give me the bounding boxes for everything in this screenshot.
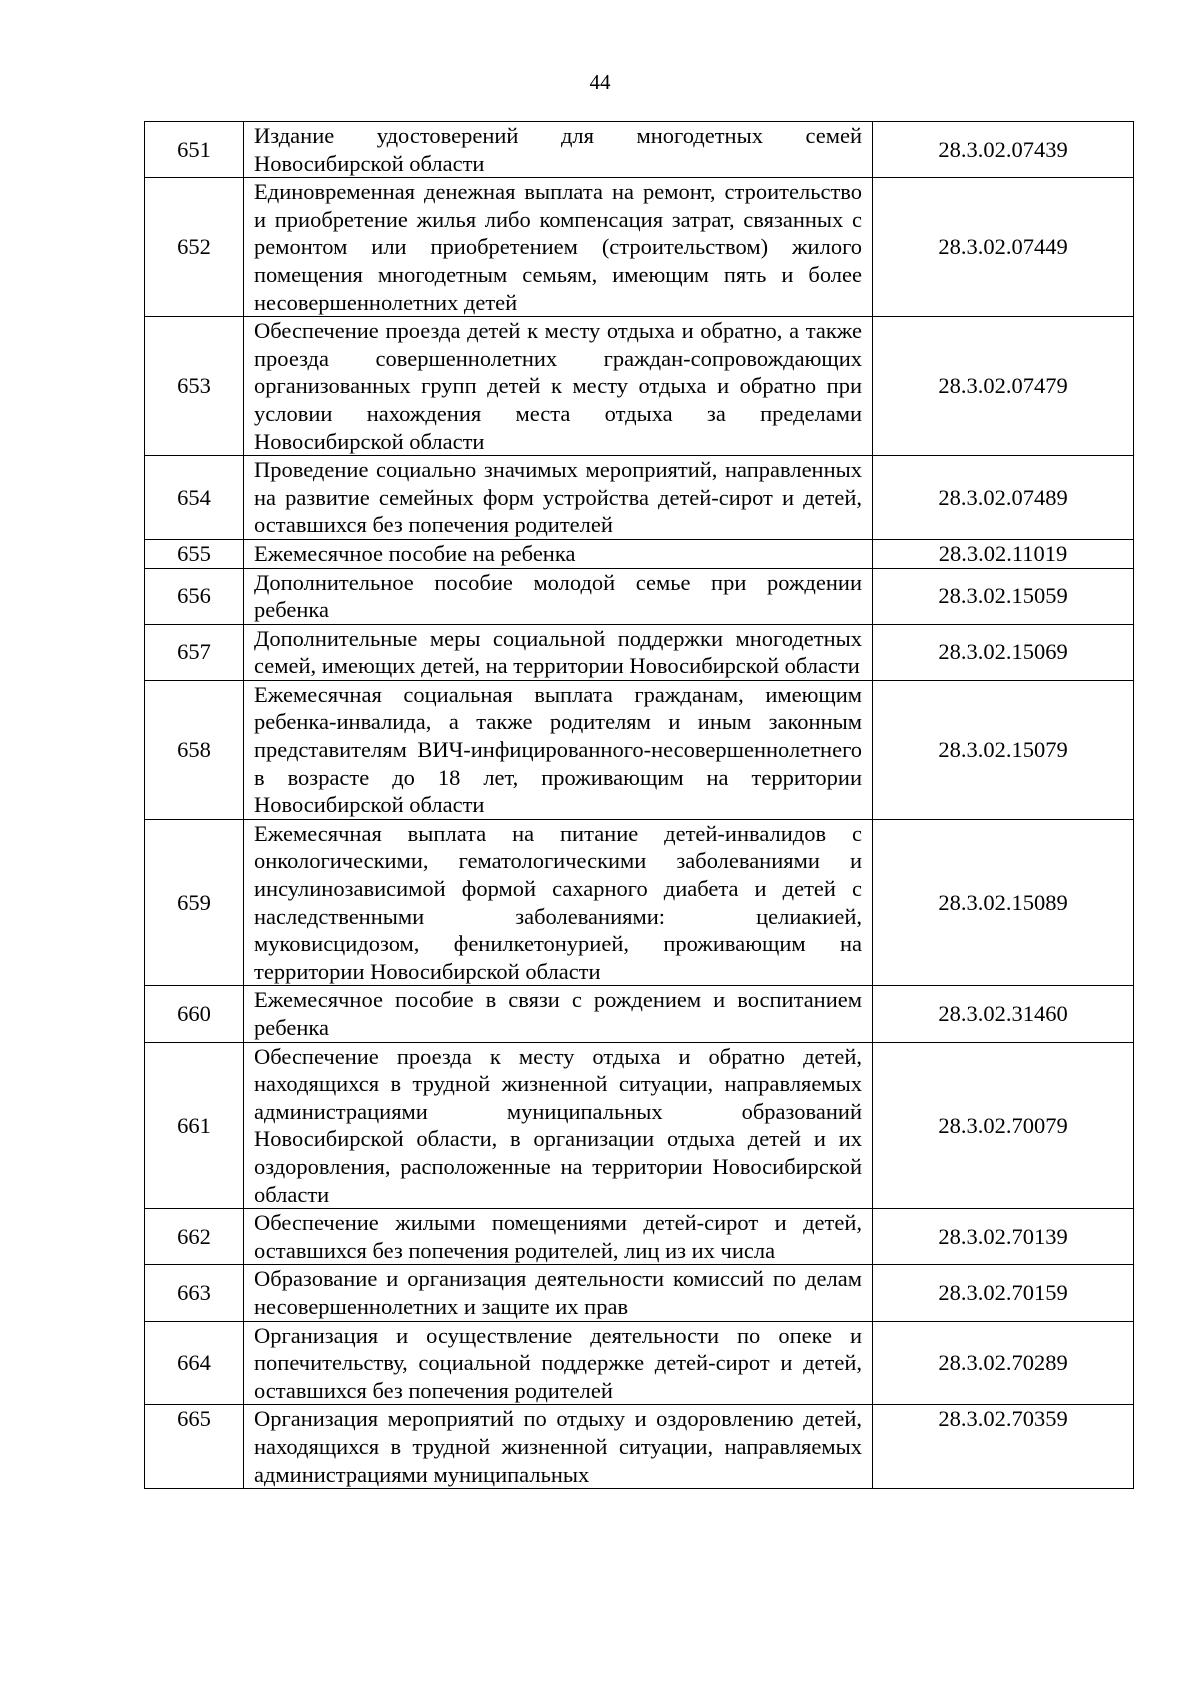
row-description: Издание удостоверений для многодетных семей Новосибирской области [244,122,873,178]
row-number: 651 [145,122,244,178]
row-code: 28.3.02.70359 [873,1405,1134,1489]
row-description: Обеспечение проезда к месту отдыха и обратно детей, находящихся в трудной жизненной ситуации, направляемых администрациями муниципальных образований Новосибирской области, в организации отдыха детей и их оздоровления, расположенные на территории Новосибирской области [244,1042,873,1209]
row-number: 654 [145,456,244,540]
row-number: 658 [145,680,244,819]
row-code: 28.3.02.70139 [873,1209,1134,1265]
row-description: Дополнительное пособие молодой семье при рождении ребенка [244,568,873,624]
row-code: 28.3.02.15079 [873,680,1134,819]
row-number: 655 [145,539,244,568]
row-code: 28.3.02.15089 [873,819,1134,986]
table-row [145,122,1134,178]
table-row [145,568,1134,624]
row-number: 652 [145,178,244,317]
row-code: 28.3.02.07449 [873,178,1134,317]
row-number: 657 [145,624,244,680]
row-description: Обеспечение проезда детей к месту отдыха и обратно, а также проезда совершеннолетних граждан-сопровождающих организованных групп детей к месту отдыха и обратно при условии нахождения места отдыха за пределами Новосибирской области [244,317,873,456]
table-row [145,1265,1134,1321]
row-description: Ежемесячная социальная выплата гражданам, имеющим ребенка-инвалида, а также родителям и иным законным представителям ВИЧ-инфицированного-несовершеннолетнего в возрасте до 18 лет, проживающим на территории Новосибирской области [244,680,873,819]
row-description: Проведение социально значимых мероприятий, направленных на развитие семейных форм устройства детей-сирот и детей, оставшихся без попечения родителей [244,456,873,540]
table-row [145,819,1134,986]
row-code: 28.3.02.70159 [873,1265,1134,1321]
row-description: Организация и осуществление деятельности по опеке и попечительству, социальной поддержке детей-сирот и детей, оставшихся без попечения родителей [244,1321,873,1405]
row-code: 28.3.02.15069 [873,624,1134,680]
row-description: Ежемесячное пособие на ребенка [244,539,873,568]
table-row [145,624,1134,680]
row-code: 28.3.02.15059 [873,568,1134,624]
row-number: 660 [145,986,244,1042]
row-code: 28.3.02.31460 [873,986,1134,1042]
page-number: 44 [589,70,611,94]
table-row [145,680,1134,819]
row-code: 28.3.02.07489 [873,456,1134,540]
row-description: Единовременная денежная выплата на ремонт, строительство и приобретение жилья либо компенсация затрат, связанных с ремонтом или приобретением (строительством) жилого помещения многодетным семьям, имеющим пять и более несовершеннолетних детей [244,178,873,317]
table-row [145,1321,1134,1405]
row-description: Организация мероприятий по отдыху и оздоровлению детей, находящихся в трудной жизненной ситуации, направляемых администрациями муниципальных [244,1405,873,1489]
row-description: Ежемесячное пособие в связи с рождением и воспитанием ребенка [244,986,873,1042]
row-description: Образование и организация деятельности комиссий по делам несовершеннолетних и защите их прав [244,1265,873,1321]
row-number: 656 [145,568,244,624]
table-row [145,1405,1134,1489]
row-code: 28.3.02.70289 [873,1321,1134,1405]
row-code: 28.3.02.11019 [873,539,1134,568]
row-description: Дополнительные меры социальной поддержки многодетных семей, имеющих детей, на территории Новосибирской области [244,624,873,680]
codes-table [144,121,1134,1489]
row-number: 663 [145,1265,244,1321]
row-number: 661 [145,1042,244,1209]
row-number: 665 [145,1405,244,1489]
row-description: Ежемесячная выплата на питание детей-инвалидов с онкологическими, гематологическими заболеваниями и инсулинозависимой формой сахарного диабета и детей с наследственными заболеваниями: целиакией, муковисцидозом, фенилкетонурией, проживающим на территории Новосибирской области [244,819,873,986]
row-code: 28.3.02.07479 [873,317,1134,456]
row-number: 653 [145,317,244,456]
row-code: 28.3.02.07439 [873,122,1134,178]
row-code: 28.3.02.70079 [873,1042,1134,1209]
row-number: 662 [145,1209,244,1265]
row-number: 664 [145,1321,244,1405]
table-row [145,317,1134,456]
table-row [145,1042,1134,1209]
table-row [145,986,1134,1042]
table-row [145,178,1134,317]
table-row [145,1209,1134,1265]
row-number: 659 [145,819,244,986]
row-description: Обеспечение жилыми помещениями детей-сирот и детей, оставшихся без попечения родителей, лиц из их числа [244,1209,873,1265]
table-row [145,539,1134,568]
table-row [145,456,1134,540]
